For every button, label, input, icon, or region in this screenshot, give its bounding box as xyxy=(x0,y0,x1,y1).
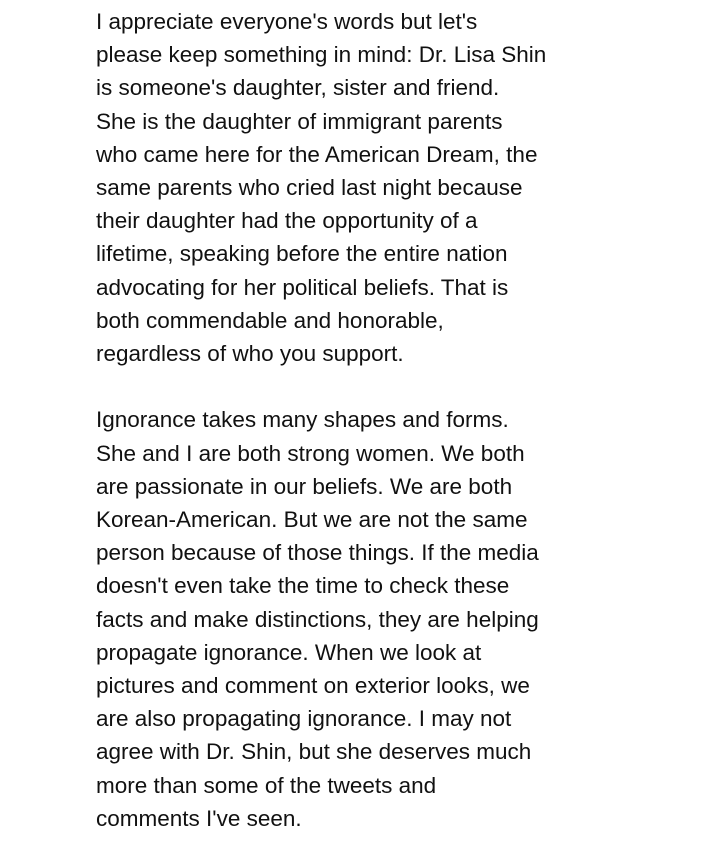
text-line: pictures and comment on exterior looks, we xyxy=(96,673,530,699)
paragraph-2 xyxy=(96,403,696,835)
text-line: agree with Dr. Shin, but she deserves much xyxy=(96,739,532,765)
text-line: She is the daughter of immigrant parents xyxy=(96,108,503,134)
text-line: doesn't even take the time to check these xyxy=(96,573,510,599)
text-line: regardless of who you support. xyxy=(96,341,404,367)
text-line: more than some of the tweets and xyxy=(96,772,437,798)
text-line: are also propagating ignorance. I may not xyxy=(96,706,512,732)
text-line: advocating for her political beliefs. That is xyxy=(96,274,509,300)
text-line: both commendable and honorable, xyxy=(96,307,444,333)
text-line: their daughter had the opportunity of a xyxy=(96,208,478,234)
note-text xyxy=(96,5,696,835)
text-line: She and I are both strong women. We both xyxy=(96,440,525,466)
text-line: facts and make distinctions, they are helping xyxy=(96,606,539,632)
text-line: comments I've seen. xyxy=(96,805,302,831)
text-line: person because of those things. If the media xyxy=(96,540,539,566)
text-line: I appreciate everyone's words but let's xyxy=(96,9,478,34)
text-line: are passionate in our beliefs. We are both xyxy=(96,473,513,499)
text-line: same parents who cried last night because xyxy=(96,175,523,201)
text-line: who came here for the American Dream, the xyxy=(96,141,538,167)
paragraph-spacer xyxy=(96,370,696,403)
text-line: propagate ignorance. When we look at xyxy=(96,639,482,665)
text-line: please keep something in mind: Dr. Lisa Shin xyxy=(96,42,547,68)
paragraph-1 xyxy=(96,5,696,370)
text-line: Korean-American. But we are not the same xyxy=(96,507,528,533)
text-line: Ignorance takes many shapes and forms. xyxy=(96,407,509,433)
text-line: is someone's daughter, sister and friend. xyxy=(96,75,500,101)
text-line: lifetime, speaking before the entire nation xyxy=(96,241,508,267)
